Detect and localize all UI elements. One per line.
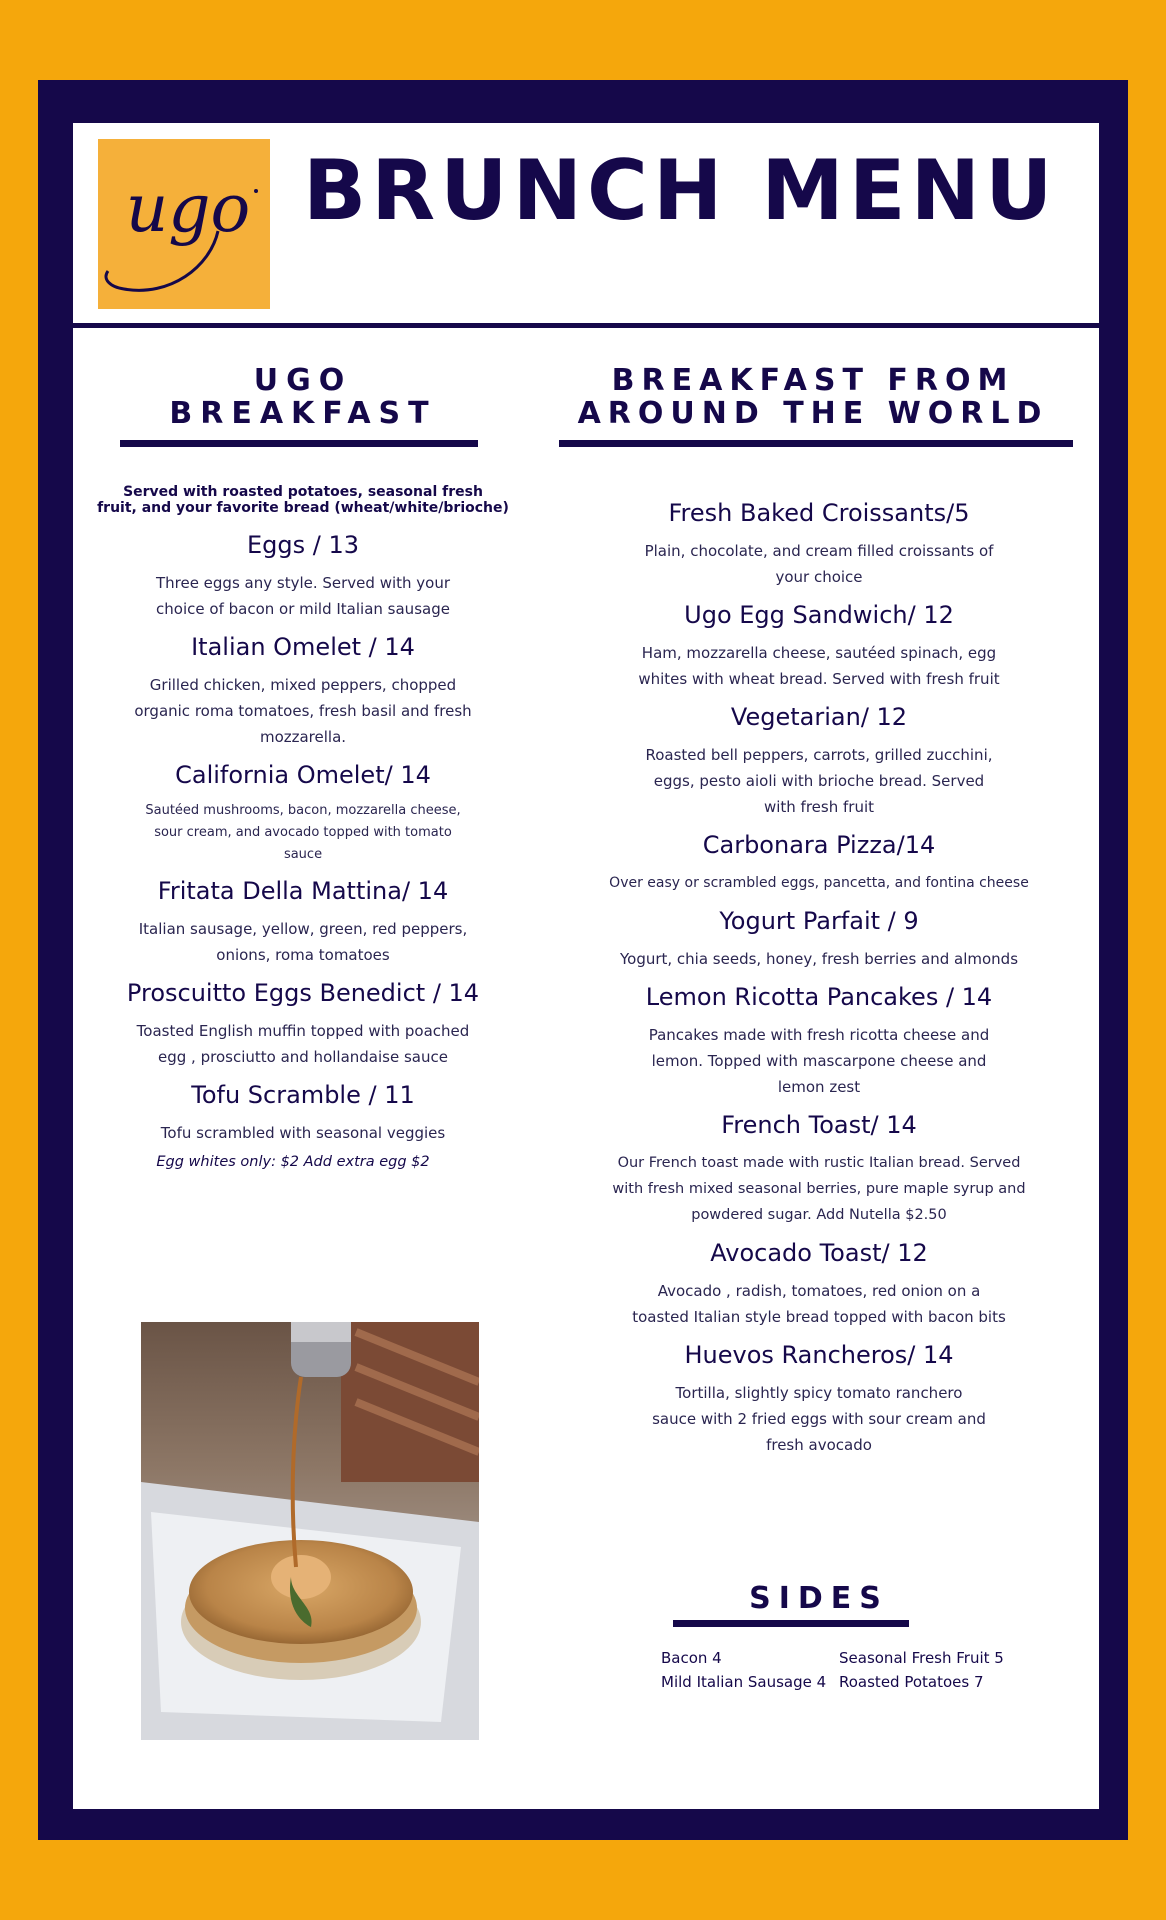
description-line: Roasted bell peppers, carrots, grilled zucchini, <box>645 746 993 764</box>
description-line: sauce with 2 fried eggs with sour cream and <box>652 1410 986 1428</box>
menu-item <box>571 1110 1067 1228</box>
item-title: Italian Omelet / 14 <box>191 633 415 661</box>
item-description <box>571 640 1067 692</box>
menu-item <box>73 530 533 622</box>
description-line: toasted Italian style bread topped with bacon bits <box>632 1308 1006 1326</box>
item-description <box>571 1150 1067 1228</box>
description-line: with fresh mixed seasonal berries, pure maple syrup and <box>612 1181 1026 1197</box>
item-description <box>73 672 533 750</box>
description-line: lemon zest <box>777 1078 861 1096</box>
heading-line: BREAKFAST <box>169 396 437 431</box>
heading-underline <box>120 440 478 447</box>
item-description <box>571 1380 1067 1458</box>
side-item: Seasonal Fresh Fruit 5 <box>839 1649 1004 1667</box>
extras-note: Egg whites only: $2 Add extra egg $2 <box>156 1154 430 1170</box>
description-line: Our French toast made with rustic Italian bread. Served <box>617 1155 1021 1171</box>
sides-heading: SIDES <box>749 1581 889 1616</box>
menu-item <box>571 702 1067 820</box>
item-description <box>571 946 1067 972</box>
item-title: Yogurt Parfait / 9 <box>719 907 919 935</box>
item-description <box>73 800 533 866</box>
description-line: Avocado , radish, tomatoes, red onion on a <box>657 1282 981 1300</box>
breakfast-note <box>73 484 533 516</box>
item-title: Eggs / 13 <box>246 531 360 559</box>
heading-line: AROUND THE WORLD <box>577 396 1049 431</box>
item-title: Lemon Ricotta Pancakes / 14 <box>645 983 993 1011</box>
side-item: Mild Italian Sausage 4 <box>661 1673 827 1691</box>
description-line: sauce <box>283 847 323 862</box>
item-description <box>73 1120 533 1146</box>
description-line: Sautéed mushrooms, bacon, mozzarella cheese, <box>145 803 461 818</box>
sides-list-left <box>661 1646 826 1694</box>
item-description <box>73 1018 533 1070</box>
description-line: Plain, chocolate, and cream filled croissants of <box>644 542 994 560</box>
heading-underline <box>559 440 1073 447</box>
menu-item <box>571 600 1067 692</box>
description-line: whites with wheat bread. Served with fresh fruit <box>638 670 1000 688</box>
description-line: fresh avocado <box>766 1436 872 1454</box>
description-line: mozzarella. <box>259 728 347 746</box>
menu-item <box>73 760 533 866</box>
menu-item <box>571 1238 1067 1330</box>
heading-line: BREAKFAST FROM <box>611 363 1015 398</box>
menu-item <box>571 830 1067 896</box>
description-line: sour cream, and avocado topped with tomato <box>154 825 452 840</box>
description-line: choice of bacon or mild Italian sausage <box>156 600 450 618</box>
left-menu-column <box>73 484 533 1170</box>
item-title: Fritata Della Mattina/ 14 <box>157 877 449 905</box>
menu-item <box>571 982 1067 1100</box>
description-line: lemon. Topped with mascarpone cheese and <box>651 1052 987 1070</box>
section-heading-ugo-breakfast <box>123 364 483 430</box>
item-title: Tofu Scramble / 11 <box>191 1081 415 1109</box>
description-line: eggs, pesto aioli with brioche bread. Served <box>653 772 985 790</box>
description-line: Tortilla, slightly spicy tomato ranchero <box>675 1384 963 1402</box>
side-item: Bacon 4 <box>661 1649 722 1667</box>
sides-list-right <box>839 1646 1004 1694</box>
menu-item <box>73 978 533 1070</box>
description-line: egg , prosciutto and hollandaise sauce <box>158 1048 448 1066</box>
description-line: your choice <box>775 568 863 586</box>
description-line: organic roma tomatoes, fresh basil and fresh <box>134 702 472 720</box>
description-line: powdered sugar. Add Nutella $2.50 <box>691 1207 947 1223</box>
item-description <box>571 1022 1067 1100</box>
item-title: Vegetarian/ 12 <box>730 703 908 731</box>
side-item: Roasted Potatoes 7 <box>839 1673 984 1691</box>
section-heading-breakfast-world <box>543 364 1083 430</box>
description-line: Ham, mozzarella cheese, sautéed spinach, egg <box>641 644 997 662</box>
right-menu-column <box>571 498 1067 1458</box>
item-description <box>571 1278 1067 1330</box>
description-line: Pancakes made with fresh ricotta cheese and <box>648 1026 990 1044</box>
menu-item <box>571 498 1067 590</box>
item-description <box>73 570 533 622</box>
item-title: Ugo Egg Sandwich/ 12 <box>684 601 954 629</box>
item-title: French Toast/ 14 <box>721 1111 917 1139</box>
page-title: BRUNCH MENU <box>303 142 1058 239</box>
menu-item <box>571 906 1067 972</box>
item-title: Proscuitto Eggs Benedict / 14 <box>126 979 480 1007</box>
heading-line: UGO <box>253 363 353 398</box>
description-line: Over easy or scrambled eggs, pancetta, and fontina cheese <box>609 875 1029 891</box>
description-line: Yogurt, chia seeds, honey, fresh berries and almonds <box>619 950 1019 968</box>
item-title: Avocado Toast/ 12 <box>710 1239 928 1267</box>
item-description <box>571 870 1067 896</box>
sides-underline <box>673 1620 909 1627</box>
menu-item <box>73 876 533 968</box>
description-line: Toasted English muffin topped with poached <box>136 1022 470 1040</box>
note-line: Served with roasted potatoes, seasonal fresh <box>123 484 483 500</box>
logo-wordmark: ugo <box>125 170 251 247</box>
menu-item <box>571 1340 1067 1458</box>
description-line: with fresh fruit <box>763 798 875 816</box>
menu-header <box>73 123 1099 323</box>
item-description <box>73 916 533 968</box>
description-line: Tofu scrambled with seasonal veggies <box>160 1124 446 1142</box>
description-line: Grilled chicken, mixed peppers, chopped <box>149 676 457 694</box>
item-description <box>571 742 1067 820</box>
note-line: fruit, and your favorite bread (wheat/white/brioche) <box>97 500 509 516</box>
item-description <box>571 538 1067 590</box>
menu-item <box>73 632 533 750</box>
description-line: Three eggs any style. Served with your <box>155 574 451 592</box>
item-title: Huevos Rancheros/ 14 <box>684 1341 954 1369</box>
item-title: California Omelet/ 14 <box>175 761 431 789</box>
item-title: Carbonara Pizza/14 <box>702 831 936 859</box>
pancake-photo <box>141 1322 479 1740</box>
item-title: Fresh Baked Croissants/5 <box>668 499 970 527</box>
description-line: onions, roma tomatoes <box>216 946 390 964</box>
menu-content <box>73 328 1099 1809</box>
menu-item <box>73 1080 533 1146</box>
description-line: Italian sausage, yellow, green, red peppers, <box>138 920 468 938</box>
ugo-logo <box>98 139 270 309</box>
